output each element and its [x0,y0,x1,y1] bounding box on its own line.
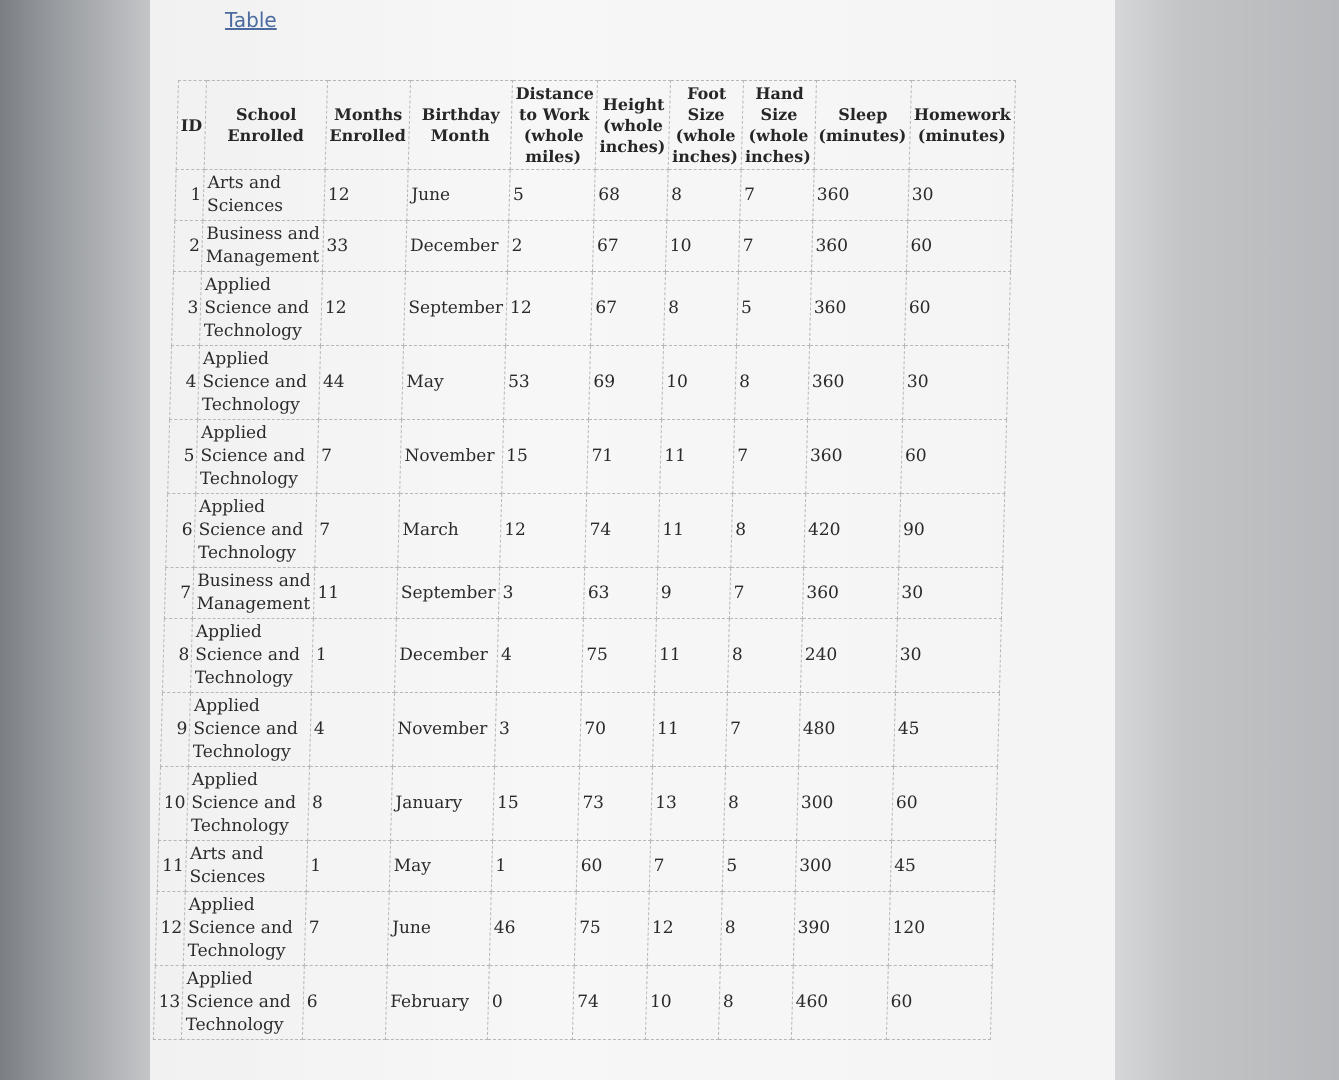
header-distance: Distance to Work (whole miles) [510,81,598,170]
cell-months: 7 [315,494,400,568]
cell-sleep: 420 [804,494,901,568]
cell-distance: 3 [498,568,585,619]
cell-school: Applied Science and Technology [198,346,320,420]
cell-height: 71 [587,420,662,494]
cell-hand: 7 [740,170,814,221]
cell-hand: 7 [726,693,801,767]
cell-id: 10 [159,767,189,841]
cell-distance: 2 [508,221,595,272]
cell-distance: 1 [491,841,578,892]
cell-sleep: 360 [809,272,906,346]
header-row [176,81,1015,170]
cell-foot: 11 [660,420,735,494]
cell-sleep: 360 [802,568,898,619]
monitor-bezel-left [0,0,150,1080]
cell-height: 67 [591,272,666,346]
cell-school: Applied Science and Technology [189,693,311,767]
cell-months: 12 [324,170,409,221]
cell-hand: 8 [720,892,795,966]
cell-sleep: 460 [791,966,888,1040]
cell-months: 11 [313,568,398,619]
cell-id: 8 [162,619,192,693]
cell-sleep: 300 [795,841,891,892]
cell-distance: 53 [504,346,591,420]
table-row [168,420,1007,494]
cell-sleep: 240 [800,619,897,693]
cell-height: 60 [577,841,651,892]
cell-birthday: May [390,841,493,892]
cell-school: Applied Science and Technology [184,892,306,966]
table-body [153,170,1012,1040]
cell-height: 68 [594,170,668,221]
cell-height: 74 [585,494,660,568]
cell-id: 12 [155,892,185,966]
cell-id: 13 [153,966,183,1040]
cell-homework: 45 [893,693,999,767]
cell-birthday: June [388,892,492,966]
cell-months: 12 [320,272,405,346]
cell-distance: 12 [500,494,587,568]
cell-id: 7 [164,568,194,619]
cell-homework: 60 [901,420,1007,494]
cell-homework: 60 [891,767,997,841]
cell-homework: 30 [908,170,1013,221]
cell-height: 63 [584,568,658,619]
table-row [175,170,1013,221]
cell-height: 67 [593,221,667,272]
cell-sleep: 390 [793,892,890,966]
cell-height: 75 [582,619,657,693]
header-foot: Foot Size (whole inches) [668,81,743,170]
cell-hand: 7 [738,221,812,272]
cell-distance: 12 [506,272,593,346]
table-row [170,346,1009,420]
cell-foot: 7 [649,841,723,892]
cell-foot: 9 [657,568,731,619]
cell-school: Applied Science and Technology [196,420,318,494]
cell-sleep: 360 [811,221,907,272]
cell-sleep: 360 [813,170,909,221]
cell-birthday: January [391,767,495,841]
cell-distance: 5 [509,170,596,221]
cell-months: 4 [309,693,394,767]
cell-school: Applied Science and Technology [200,272,322,346]
cell-height: 69 [589,346,664,420]
cell-distance: 15 [493,767,580,841]
cell-birthday: December [406,221,509,272]
header-months: Months Enrolled [325,81,411,170]
table-row [166,494,1005,568]
table-row [153,966,992,1040]
cell-distance: 4 [496,619,583,693]
cell-foot: 10 [662,346,737,420]
monitor-bezel-right [1115,0,1339,1080]
cell-months: 7 [317,420,402,494]
cell-homework: 30 [897,568,1002,619]
cell-hand: 7 [733,420,808,494]
cell-foot: 11 [655,619,730,693]
cell-sleep: 300 [796,767,893,841]
cell-foot: 11 [658,494,733,568]
cell-id: 5 [168,420,198,494]
cell-hand: 5 [737,272,812,346]
header-school: School Enrolled [205,81,328,170]
cell-months: 1 [306,841,391,892]
cell-months: 1 [311,619,396,693]
cell-school: Arts and Sciences [203,170,325,221]
cell-school: Applied Science and Technology [191,619,313,693]
cell-hand: 8 [727,619,802,693]
cell-homework: 120 [888,892,994,966]
cell-distance: 3 [495,693,582,767]
cell-birthday: November [400,420,504,494]
cell-foot: 12 [647,892,722,966]
cell-birthday: June [407,170,510,221]
cell-foot: 10 [646,966,721,1040]
header-height: Height (whole inches) [595,81,670,170]
document-page [150,0,1115,1080]
data-table [153,80,1016,1040]
table-row [155,892,994,966]
cell-foot: 10 [666,221,740,272]
cell-homework: 45 [890,841,995,892]
cell-height: 74 [573,966,648,1040]
cell-birthday: September [404,272,508,346]
cell-school: Applied Science and Technology [182,966,304,1040]
header-sleep: Sleep (minutes) [814,81,911,170]
table-row [172,272,1011,346]
cell-id: 1 [175,170,205,221]
cell-months: 7 [304,892,389,966]
cell-homework: 60 [906,221,1011,272]
header-homework: Homework (minutes) [909,81,1015,170]
cell-sleep: 480 [798,693,895,767]
cell-id: 6 [166,494,196,568]
table-row [161,693,1000,767]
cell-sleep: 360 [806,420,903,494]
cell-homework: 30 [895,619,1001,693]
cell-birthday: November [393,693,497,767]
cell-id: 3 [172,272,202,346]
cell-months: 6 [302,966,387,1040]
cell-homework: 60 [904,272,1010,346]
table-row [162,619,1001,693]
cell-id: 2 [173,221,203,272]
cell-foot: 8 [667,170,741,221]
cell-months: 44 [319,346,404,420]
cell-id: 4 [170,346,200,420]
table-row [157,841,995,892]
cell-school: Business and Management [193,568,315,619]
header-hand: Hand Size (whole inches) [741,81,816,170]
cell-homework: 60 [886,966,992,1040]
cell-school: Arts and Sciences [186,841,308,892]
cell-hand: 8 [731,494,806,568]
cell-birthday: February [386,966,490,1040]
cell-sleep: 360 [807,346,904,420]
cell-hand: 8 [724,767,799,841]
cell-distance: 15 [502,420,589,494]
cell-hand: 8 [718,966,793,1040]
cell-birthday: September [397,568,500,619]
cell-hand: 8 [735,346,810,420]
cell-foot: 11 [653,693,728,767]
cell-months: 33 [322,221,407,272]
cell-school: Applied Science and Technology [194,494,316,568]
cell-height: 75 [575,892,650,966]
cell-birthday: March [398,494,502,568]
header-id: ID [176,81,207,170]
cell-height: 70 [580,693,655,767]
cell-homework: 30 [902,346,1008,420]
cell-distance: 46 [489,892,576,966]
cell-birthday: May [402,346,506,420]
cell-id: 11 [157,841,187,892]
table-row [173,221,1011,272]
table-row [164,568,1002,619]
cell-hand: 5 [722,841,796,892]
cell-school: Applied Science and Technology [187,767,309,841]
table-title-link[interactable]: Table [225,8,277,32]
header-birthday: Birthday Month [409,81,513,170]
cell-height: 73 [578,767,653,841]
cell-id: 9 [161,693,191,767]
cell-months: 8 [307,767,392,841]
table-row [159,767,998,841]
cell-birthday: December [395,619,499,693]
cell-hand: 7 [729,568,803,619]
cell-homework: 90 [899,494,1005,568]
cell-school: Business and Management [202,221,324,272]
cell-foot: 13 [651,767,726,841]
cell-distance: 0 [487,966,574,1040]
cell-foot: 8 [664,272,739,346]
